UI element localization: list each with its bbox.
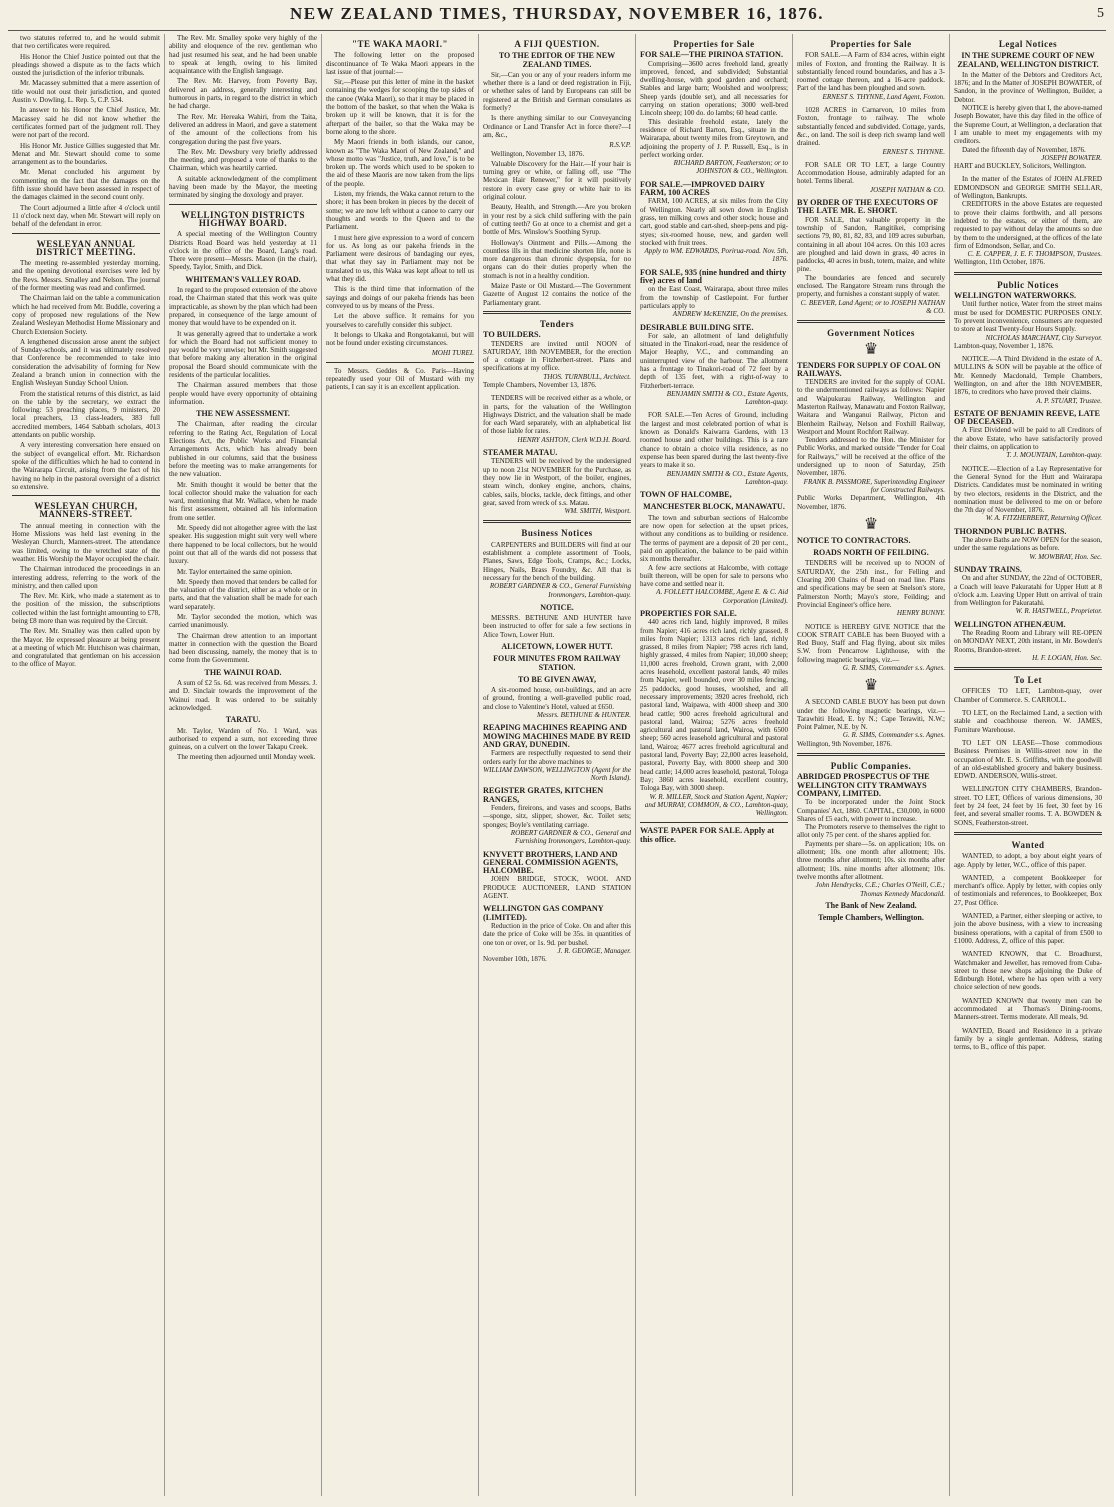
ad-heading: WELLINGTON WATERWORKS. [954,291,1077,301]
paragraph: The meeting then adjourned until Monday week. [177,753,316,762]
columns [8,34,1106,1496]
divider [797,320,945,323]
ad-heading: NOTICE. [540,602,574,612]
section-heading: A FIJI QUESTION. [514,39,600,49]
paragraph: Sir,—Can you or any of your readers inform me whether there is a land or deed registration in Fiji, or whether sales of land by Europeans can still be registered at the British and German consulates as formerly? [483,70,631,113]
property-foxton-farm [797,51,945,101]
divider [954,272,1102,275]
wanted-item [954,852,1102,869]
subheading: THE WAINUI ROAD. [204,667,282,677]
section-heading: Business Notices [521,528,593,539]
divider [640,822,788,823]
ad-heading: ALICETOWN, LOWER HUTT. [501,642,613,651]
divider [12,495,160,496]
ad-body: A six-roomed house, out-buildings, and an acre of ground, fronting a well-gravelled public road, and close to Valentine's Hotel, valued at £650. [483,686,631,711]
paragraph: The Chairman laid on the table a communication which he had received from Mr. Buddle, covering a copy of proposed new regulations of the New Zealand Wesleyan Methodist Home Missionary and Church Extension Society. [12,294,160,336]
ad-signature: BENJAMIN SMITH & CO., Estate Agents, Lambton-quay. [666,469,788,486]
column-7 [950,34,1106,1496]
paragraph: A sum of £2 5s. 6d. was received from Messrs. J. and D. Sinclair towards the improvement of the Wainui road. It was ordered to be suitably acknowledged. [169,679,317,712]
ad-signature: G. R. SIMS, Commander s.s. Agnes. [842,664,945,672]
paragraph: The following letter on the proposed discontinuance of Te Waka Maori appears in the last issue of that journal:— [326,51,474,76]
ad-signature: JOSEPH NATHAN & CO. [869,185,945,194]
paragraph: From the statistical returns of this district, as laid on the table by the secretary, we extract the following: 53 preaching places, 9 ministers, 20 local preachers, 13 class-leaders, 383 full accredited members, 1464 Sabbath scholars, 4013 attendants on public worship. [12,389,160,440]
ad-heading: FOUR MINUTES FROM RAILWAY STATION. [493,654,621,672]
ad-heading: FOR SALE—THE PIRINOA STATION. [640,50,784,60]
ad-body: JOHN BRIDGE, STOCK, WOOL AND PRODUCE AUCTIONEER, LAND STATION AGENT. [483,875,631,901]
property-pirinoa [640,51,788,175]
ad-body: FOR SALE, that valuable property in the township of Sandon, Rangitikei, comprising sections 79, 80, 81, 82, 83, and 109 acres suburban, containing in all about 104 acres. On this 103 acres are ploughed and laid down in grass, 40 acres in paddocks, 40 acres in bush, totem, maize, and white pine. [797,215,945,274]
ad-signature: T. J. MOUNTAIN, Lambton-quay. [1006,451,1102,460]
ad-signature: NICHOLAS MARCHANT, City Surveyor. [985,333,1102,342]
ad-signature: HENRY ASHTON, Clerk W.D.H. Board. [517,435,631,444]
section-heading: Tenders [539,318,575,329]
ad-heading: REGISTER GRATES, KITCHEN RANGES, [483,786,604,804]
paragraph: The Rev. Mr. Hereaka Wahiri, from the Taita, delivered an address in Maori, and gave a statement of the amount of the collections from his congregation during the past five years. [169,112,317,146]
ad-body: TENDERS will be received by the undersigned up to noon 21st NOVEMBER for the Purchase, as they now lie in Westport, of the boiler, engines, steam winch, donkey engine, anchors, chains, cables, sails, blocks, tackle, deck fittings, and other gear, saved from wreck of s.s. Matau. [483,457,631,507]
business-carpenters [483,541,631,599]
ad-place: Lambton-quay, November 1, 1876. [954,341,1054,350]
ad-body: WANTED, a competent Bookkeeper for merchant's office. Apply by letter, with copies only of testimonials and references, to Bookkeeper, Box 27, Post Office. [954,873,1102,907]
gas-company [483,905,631,963]
paragraph: Is there anything similar to our Conveyancing Ordinance or Land Transfer Act in force there?—I am, &c., [483,114,631,139]
ad-body: TO LET, on the Reclaimed Land, a section with stable and coachhouse thereon. W. JAMES, Furniture Warehouse. [954,709,1102,734]
ad-body: The boundaries are fenced and securely enclosed. The Rangatore Stream runs through the property, and furnishes a constant supply of water. [797,273,945,299]
ad-heading: BY ORDER OF THE EXECUTORS OF THE LATE MR. E. SHORT. [797,198,938,216]
tender-steamer [483,449,631,515]
ad-signature: ERNEST S. THYNNE, Land Agent, Foxton. [822,92,945,101]
advertisement: Valuable Discovery for the Hair.—If your hair is turning grey or white, or falling off, use "The Mexican Hair Renewer," for it will positively restore in every case grey or white hair to its original colour. [483,159,631,202]
ad-signature: RICHARD BARTON, Featherston; or to JOHNSTON & CO., Wellington. [673,159,788,176]
divider [12,233,160,234]
property-ten-acres [640,411,788,486]
section-heading: WESLEYAN ANNUAL DISTRICT MEETING. [36,238,136,257]
ad-signature: John Hendrycks, C.E.; Charles O'Neill, C.E.; Thomas Kennedy Macdonald. [815,881,945,898]
ad-heading: TOWN OF HALCOMBE, [640,490,732,500]
ad-signature: THOS. TURNBULL, Architect. [543,372,631,381]
ad-signature: A. P. STUART, Trustee. [1036,396,1102,405]
divider [954,667,1102,670]
ad-signature: G. R. SIMS, Commander s.s. Agnes. [842,731,945,740]
ad-body: The Promoters reserve to themselves the right to allot only 75 per cent. of the shares applied for. [797,823,945,840]
paragraph: In answer to his Honor the Chief Justice, Mr. Macassey said he did not know whether the certificates formed part of the judgment roll. They were not part of the record. [12,106,160,140]
ad-heading: TO BE GIVEN AWAY, [518,674,596,684]
subheading: TARATU. [225,715,261,725]
ad-place: Wellington, 11th October, 1876. [954,258,1046,267]
ad-body: CARPENTERS and BUILDERS will find at our establishment a complete assortment of Tools, Planes, Saws, Edge Tools, Cramps, &c.; Locks, Hinges, Nails, Brass Foundry, &c. All that is necessary for the bench of the building. [483,540,631,582]
advertisement: Beauty, Health, and Strength.—Are you broken in your rest by a sick child suffering with the pain of cutting teeth? Go at once to a chemist and get a bottle of Mrs. Winslow's Soothing Syrup. [483,203,631,237]
ad-heading: SUNDAY TRAINS. [954,564,1022,574]
ad-heading: WASTE PAPER FOR SALE. Apply at this office. [640,826,775,844]
ad-heading: TENDERS FOR SUPPLY OF COAL ON RAILWAYS. [797,360,941,378]
properties-napier [640,610,788,817]
wanted-item [954,1027,1102,1052]
ad-signature: ERNEST S. THYNNE. [882,147,945,156]
ad-signature: BENJAMIN SMITH & CO., Estate Agents, Lambton-quay. [666,389,788,407]
property-halcombe [640,491,788,605]
ad-signature: ANDREW McKENZIE, On the premises. [672,310,788,319]
gov-contractors [797,537,945,618]
ad-body: On and after SUNDAY, the 22nd of OCTOBER, a Coach will leave Pakuratahi for Upper Hutt at 8 o'clock a.m. Leaving Upper Hutt on arrival of train from Wellington for Pakuratahi. [954,574,1102,608]
paragraph: Sir,—Please put this letter of mine in the basket containing the wedges for scooping the top sides of the canoe (Waka Maori), so that it may be placed in the bottom of the basket, so that when the Waka is broken up it will be known, that it is for the afterpart of the bailer, so that the Waka may be borne along to the shore. [326,78,474,136]
signature: MOHI TUREI. [431,349,474,358]
register-grates [483,787,631,845]
paragraph: two statutes referred to, and he would submit that two certificates were required. [12,34,160,51]
paragraph: The Rev. Mr. Dewsbury very briefly addressed the meeting, and proposed a vote of thanks to the Chairman, which was heartily carried. [169,147,317,173]
to-let-item [954,739,1102,780]
royal-crest-icon: ♛ [863,515,879,533]
ad-heading: THORNDON PUBLIC BATHS. [954,526,1067,536]
ad-heading: FOR SALE.—IMPROVED DAIRY FARM, 100 ACRES [640,179,765,198]
notice-alicetown [483,604,631,720]
company-tramways [797,773,945,922]
page-number: 5 [1097,6,1104,21]
advertisement: Holloway's Ointment and Pills.—Among the countless ills in that medicine shorten life, none is more dangerous than chronic dyspepsia, for no organs can do their duties properly when the stomach is not in a healthy condition. [483,238,631,280]
paragraph: The Chairman, after reading the circular referring to the Rating Act, Regulation of Local Elections Act, the Public Works and Financial Arrangements Acts, which has already been published in our columns, said that the business before the meeting was to make arrangements for the new valuation. [169,420,317,479]
paragraph: The Chairman introduced the proceedings in an interesting address, referring to the work of the ministry, and then called upon [12,565,160,590]
paragraph: Mr. Taylor, Warden of No. 1 Ward, was authorised to expend a sum, not exceeding three guineas, on a culvert on the lower Takapu Creek. [169,726,317,752]
ad-body: NOTICE is hereby given that I, the above-named Joseph Bowater, have this day filed in the office of the Supreme Court, at Wellington, a declaration that I am unable to meet my engagements with my creditors. [954,104,1102,146]
notice-election [954,465,1102,523]
ad-body: WANTED, a Partner, either sleeping or active, to join the above business, with a view to increasing business operations, with a capital of from £500 to £1000. Address, Z, office of this paper. [954,912,1102,945]
royal-crest-icon: ♛ [863,340,879,358]
paragraph: His Honor Mr. Justice Gillies suggested that Mr. Menat and Mr. Stewart should come to some arrangement as to the boundaries. [12,141,160,167]
paragraph: Mr. Speedy did not altogether agree with the last speaker. His suggestion might suit very well where there happened to be local collectors, but he would point out that all of the wards did not possess that luxury. [169,524,317,566]
paragraph: The Rev. Mr. Smalley spoke very highly of the ability and eloquence of the rev. gentleman who had just resumed his seat, and he had been unable to speak at length, owing to his limited acquaintance with the English language. [169,34,317,76]
ad-body: Farmers are respectfully requested to send their orders early for the above machines to [483,749,631,766]
paragraph: The Rev. Mr. Smalley was then called upon by the Mayor. He expressed pleasure at being present at a meeting of which Mr. Hutchison was chairman, and congratulated that gentleman on his accession to the office of Mayor. [12,627,160,669]
paragraph: The Chairman assured members that those people would have every opportunity of obtaining information. [169,381,317,406]
ad-heading: STEAMER MATAU. [483,448,558,458]
paragraph: This is the third time that information of the sayings and doings of our pakeha friends has been conveyed to us by means of the Press. [326,285,474,310]
royal-crest-icon: ♛ [863,677,879,695]
ad-body: Reduction in the price of Coke. On and after this date the price of Coke will be 35s. in quantities of one ton or over, or 1s. 9d. per bushel. [483,921,631,947]
ad-signature: C. E. CAPPER, J. E. F. THOMPSON, Trustees. [967,250,1102,259]
divider [797,753,945,756]
paragraph: The annual meeting in connection with the Home Missions was held last evening in the Wesleyan Church, Manners-street. The attendance was limited, owing to the wretched state of the weather. His Worship the Mayor occupied the chair. [12,521,160,563]
property-accommodation-house [797,161,945,194]
ad-body: WELLINGTON CITY CHAMBERS, Brandon-street. TO LET, Offices of various dimensions, 30 feet by 24 feet, 24 feet by 16 feet, 30 feet by 16 feet, and several smaller rooms. T. A. BOWDEN & SONS, Featherston-street. [954,785,1102,827]
wanted-item [954,950,1102,991]
ad-body: In the Matter of the Debtors and Creditors Act, 1876; and In the Matter of JOSEPH BOWATER, of Sandon, in the province of Wellington, Builder, a Debtor. [954,70,1102,104]
ad-signature: W. A. FITZHERBERT, Returning Officer. [985,514,1102,523]
ad-body: Fenders, fireirons, and vases and scoops, Baths—sponge, sitz, slipper, shower, &c. Toilet sets; sponges; Boyle's ventilating carriage. [483,804,631,829]
masthead [8,4,1106,31]
ad-heading: WELLINGTON GAS COMPANY (LIMITED). [483,904,604,922]
tender-valuation [483,394,631,444]
ad-subheading: ROADS NORTH OF FEILDING. [813,548,929,558]
ad-body: Comprising—3600 acres freehold land, greatly improved, fenced, and subdivided; Substantial dwelling-house, with good garden and orchard; Stables and large barn; Woolshed and woolpress; Sheep yards (double set), and all necessaries for carrying on station operations; 3000 well-bred Lincoln sheep; 100 do. do lambs; 60 head cattle. [640,59,788,118]
ad-body: FOR SALE.—A Farm of 834 acres, within eight miles of Foxton, and fronting the Railway. It is substantially fenced round boundaries, and has a 3-roomed cottage thereon, and a 16-acre paddock. Part of the land has been ploughed and sown. [797,51,945,93]
paragraph: It was generally agreed that to undertake a work for which the Board had not sufficient money to pay would be very unwise; but Mr. Smith suggested that before making any alteration in the original proposal the Board should communicate with the residents of the particular localities. [169,329,317,379]
paragraph: Mr. Taylor seconded the motion, which was carried unanimously. [169,613,317,630]
divider [954,832,1102,835]
paragraph: A very interesting conversation here ensued on the subject of evangelical effort. Mr. Richardson spoke of the difficulties which he had to contend in the Wairarapa Circuit, arising from the fact of his having no help in the pastoral oversight of a district so extensive. [12,441,160,491]
divider [169,204,317,205]
ad-body: A few acre sections at Halcombe, with cottage built thereon, will be open for sale to persons who have come and settled near it. [640,563,788,589]
wanted-item [954,997,1102,1022]
legal-bowater [954,52,1102,170]
ad-place: Temple Chambers, November 13, 1876. [483,380,597,389]
ad-heading: REAPING MACHINES REAPING AND MOWING MACHINES MADE BY REID AND GRAY, DUNEDIN. [483,723,631,749]
to-let-item [954,687,1102,704]
ad-body: TO LET ON LEASE—Those commodious Business Premises in Willis-street now in the occupation of Mr. E. S. Griffiths, with the goodwill of an old-established grocery and bakery business. EDWD. ANDERSON, Willis-street. [954,738,1102,781]
notice-sunday-trains [954,566,1102,616]
newspaper-page [8,4,1106,1499]
paragraph: Mr. Menat concluded his argument by commenting on the fact that the damages on the fifth issue should have been assessed in respect of the damages claimed in the second count only. [12,168,160,202]
ad-body: TENDERS are invited until NOON of SATURDAY, 18th NOVEMBER, for the erection of a cottage in Fitzherbert-street. Plans and specifications at my office. [483,339,631,373]
ad-heading: NOTICE TO CONTRACTORS. [797,535,911,545]
section-heading: Public Companies. [830,761,912,772]
ad-heading: TO BUILDERS. [483,330,541,340]
ad-signature: W. MOWBRAY, Hon. Sec. [1029,552,1102,561]
property-dairy-farm [640,181,788,264]
to-let-item [954,785,1102,826]
ad-bankers: The Bank of New Zealand. [825,900,917,910]
paragraph: A lengthened discussion arose anent the subject of Sunday-schools, and it was ultimately resolved that Conference be recommended to take into consideration the advisability of forming for New Zealand a branch union in connection with the English Wesleyan Sunday School Union. [12,337,160,388]
ad-body: OFFICES TO LET, Lambton-quay, over Chamber of Commerce. S. CARROLL. [954,687,1102,704]
legal-edmondson [954,175,1102,266]
ad-body: WANTED KNOWN that twenty men can be accommodated at Thomas's Dining-rooms, Manners-street. Terms moderate. All meals, 9d. [954,996,1102,1022]
ad-offices: Temple Chambers, Wellington. [818,913,924,923]
property-building-site [640,324,788,407]
property-1028-acres [797,106,945,156]
ad-heading: IN THE SUPREME COURT OF NEW ZEALAND, WELLINGTON DISTRICT. [957,51,1099,69]
notice-mullins [954,355,1102,405]
ad-body: WANTED KNOWN, that C. Broadhurst, Watchmaker and Jeweller, has removed from Cuba-street to those new shops adjoining the Duke of Edinburgh Hotel, where he has open with a very choice selection of new goods. [954,950,1102,992]
ad-body: The Reading Room and Library will RE-OPEN on MONDAY NEXT, 20th instant, in Mr. Bowden's Rooms, Brandon-street. [954,629,1102,654]
section-heading: Properties for Sale [830,39,912,49]
divider [483,520,631,523]
ad-body: A SECOND CABLE BUOY has been put down under the following magnetic bearings, viz.—Tarawhiti Head, E. by N.; Cape Terawiti, N.W.; Point Palmer, N.E. by N. [797,698,945,732]
paragraph: The meeting re-assembled yesterday morning, and the opening devotional exercises were led by the Revs. Messrs. Smalley and Nelson. The journal of the former meeting was read and confirmed. [12,259,160,293]
ad-heading: WELLINGTON ATHENÆUM. [954,619,1066,629]
ad-heading: KNYVETT BROTHERS, LAND AND GENERAL COMMISSION AGENTS, HALCOMBE. [483,849,618,876]
column-2 [165,34,322,1496]
ad-body: In the matter of the Estates of JOHN ALFRED EDMONDSON and GEORGE SMITH SELLAR, of Wellington, Bankrupts. [954,175,1102,201]
section-heading: Properties for Sale [673,39,755,49]
ad-signature: ROBERT GARDNER & CO., General and Furnishing Ironmongers, Lambton-quay. [510,828,631,846]
ad-body: FOR SALE.—Ten Acres of Ground, including the largest and most celebrated portion of what is known as Donald's Kaiwarra Gardens, with 13 roomed house and other buildings. This is a rare chance to obtain a choice villa residence, as no expense has been spared during the last twenty-five years to make it so. [640,411,788,470]
ad-signature: Apply to WM. EDWARDS, Porirua-road. Nov. 5th, 1876. [644,247,788,264]
paragraph: A special meeting of the Wellington Country Districts Road Board was held yesterday at 11 o'clock in the office of the Board, Lang's road. There were present—Messrs. Mason (in the chair), Speedy, Taylor, Smith, and Dick. [169,230,317,272]
paragraph: The Rev. Mr. Kirk, who made a statement as to the position of the mission, the subscriptions collected within the last fortnight amounting to £78, being £8 more than was required by the Circuit. [12,592,160,625]
ad-signature: W. R. HASTWELL, Proprietor. [1015,607,1102,616]
tender-builders [483,331,631,389]
subheading: WHITEMAN'S VALLEY ROAD. [185,274,301,284]
wanted-item [954,912,1102,945]
ad-signature: WM. SMITH, Westport. [564,507,631,516]
property-short-estate [797,199,945,315]
ad-signature: J. R. GEORGE, Manager. [557,946,631,955]
ad-body: NOTICE.—Election of a Lay Representative for the General Synod for the Hutt and Wairarapa Districts. Candidates must be nominated in writing by two electors, residents in the District, and the nomination must be delivered to me on or before the 7th day of November, 1876. [954,464,1102,515]
signature: R.S.V.P. [609,141,631,150]
ad-body: TENDERS will be received up to NOON of SATURDAY, the 25th inst., for Felling and Clearing 200 Chains of Road on road line. Plans and specifications may be seen at Snelson's store, Palmerston North; Mayo's store, Feilding; and Provincial Engineer's office here. [797,559,945,609]
paragraph: Mr. Speedy then moved that tenders be called for the valuation of the district, either as a whole or in parts, and that the valuation shall be made for each ward separately. [169,577,317,611]
ad-body: CREDITORS in the above Estates are requested to prove their claims forthwith, and all persons indebted to the estates, or either of them, are requested to pay without delay the amounts so due by them to the undersigned, at the offices of the late firm of Edmondson, Sellar, and Co. [954,200,1102,250]
property-935-acres [640,269,788,319]
section-heading: Public Notices [997,279,1059,290]
ad-body: NOTICE.—A Third Dividend in the estate of A. MULLINS & SON will be payable at the office of Mr. Kennedy Macdonald, Temple Chambers, Wellington, on and after the 18th NOVEMBER, 1876, to creditors who have proved their claims. [954,355,1102,397]
paragraph: I must here give expression to a word of concern for us. As long as our pakeha friends in the Parliament were desirous of bandaging our eyes, that what they say in Parliament may not be translated to us, this Waka was kept afloat to tell us what they did. [326,233,474,284]
ad-body: MESSRS. BETHUNE AND HUNTER have been instructed to offer for sale a few sections in Alice Town, Lower Hutt. [483,614,631,639]
ad-body: TENDERS will be received either as a whole, or in parts, for the valuation of the Wellington Highways District, and the valuation shall be made for each Ward separately, with an alphabetical list of those liable for rates. [483,394,631,436]
ad-signature: FRANK B. PASSMORE, Superintending Engineer for Constructed Railways. [803,477,945,494]
paragraph: In regard to the proposed extension of the above road, the Chairman stated that this work was quite impracticable, as shown by the plan which had been prepared, in consequence of the large amount of money that would have to be expended on it. [169,286,317,328]
ad-subheading: MANCHESTER BLOCK, MANAWATU. [643,502,785,512]
ad-place: Wellington, 9th November, 1876. [797,739,892,748]
ad-body: WANTED, to adopt, a boy about eight years of age. Apply by letter, W.C., office of this paper. [954,852,1102,869]
masthead-title: NEW ZEALAND TIMES, THURSDAY, NOVEMBER 16, 1876. [289,4,824,23]
ad-body: FARM, 100 ACRES, at six miles from the City of Wellington. Nearly all sown down in English grass, ten milking cows and other stock; house and cart, good stable and cart-shed, sheep-pens and pig-styes; six-roomed house, new, and garden well stocked with fruit trees. [640,197,788,247]
ad-place: November 10th, 1876. [483,955,547,964]
column-3 [322,34,479,1496]
ad-body: 1028 ACRES in Carnarvon, 10 miles from Foxton, frontage to railway. The whole substantially fenced and subdivided. Cottage, yards, &c., on land. The soil is deep rich swamp land well drained. [797,106,945,148]
ad-body: WANTED, Board and Residence in a private family by a single gentleman. Address, stating terms, to B., office of this paper. [954,1026,1102,1052]
divider [326,362,474,363]
paragraph: Mr. Smith thought it would be better that the local collector should make the valuation for each ward, mentioning that Mr. Wallace, when he made his first assessment, obtained all his information from one settler. [169,480,317,522]
ad-heading: PROPERTIES FOR SALE. [640,609,737,618]
subheading: TO THE EDITOR OF THE NEW ZEALAND TIMES. [498,51,616,69]
paragraph: A suitable acknowledgment of the compliment having been made by the Mayor, the meeting terminated by singing the doxology and prayer. [169,174,317,200]
divider [483,311,631,314]
paragraph: Mr. Taylor entertained the same opinion. [177,567,293,576]
ad-body: on the East Coast, Wairarapa, about three miles from the township of Castlepoint. For further particulars apply to [640,285,788,310]
paragraph: To Messrs. Geddes & Co. Paris—Having repeatedly used your Oil of Mustard with my patients, I can say it is an excellent application. [326,366,474,392]
ad-signature: W. R. MILLER, Stock and Station Agent, Napier; and MURRAY, COMMON, & CO., Lambton-quay, Wellington. [644,792,788,818]
ad-signature: JOSEPH BOWATER. [1041,153,1102,162]
paragraph: Listen, my friends, the Waka cannot return to the shore; it has been broken in pieces by the deceit of some; we are now left without a canoe to carry our thoughts and words to the Queen and to the Parliament. [326,190,474,232]
paragraph: The Court adjourned a little after 4 o'clock until 11 o'clock next day, when Mr. Stewart will reply on behalf of the defendant in error. [12,203,160,229]
knyvett-brothers [483,851,631,901]
ad-body: The town and suburban sections of Halcombe are now open for selection at the upset prices, without any conditions as to building or residence. The terms of payment are a deposit of 20 per cent., paid on application, the balance to be paid within six months thereafter. [640,513,788,564]
subheading: THE NEW ASSESSMENT. [196,409,290,419]
ad-body: Dated the fifteenth day of November, 1876. [962,145,1086,154]
notice-baths [954,528,1102,561]
section-heading: WESLEYAN CHURCH, MANNERS-STREET. [34,501,138,520]
section-heading: Legal Notices [998,39,1058,49]
reaping-machines [483,724,631,782]
ad-body: This desirable freehold estate, lately the residence of Richard Barton, Esq., situate in the Wairarapa, about twenty miles from Greytown, and adjoining the property of J. P. Russell, Esq., is in perfect working order. [640,117,788,159]
column-4 [479,34,636,1496]
waste-paper [640,827,788,844]
paragraph: The Rev. Mr. Harvey, from Poverty Bay, delivered an address, generally interesting and humorous in parts, in regard to the district in which he had charge. [169,77,317,111]
ad-body: Until further notice, Water from the street mains must be used for DOMESTIC PURPOSES ONLY. To prevent inconvenience, consumers are requested to store at least Twenty-four Hours Supply. [954,300,1102,334]
ad-signature: H. F. LOGAN, Hon. Sec. [1032,653,1102,662]
ad-heading: DESIRABLE BUILDING SITE. [640,322,754,332]
ad-body: Payments per share—5s. on application; 10s. on allotment; 10s. one month after allotment; 10s. three months after allotment; 10s. six months after allotment; 10s. nine months after allotment; 10s. twelve months after allotment. [797,839,945,881]
gov-cable-notice [797,623,945,673]
notice-athenaeum [954,621,1102,662]
section-heading: WELLINGTON DISTRICTS HIGHWAY BOARD. [180,209,306,228]
column-1 [8,34,165,1496]
column-5 [636,34,793,1496]
column-6 [793,34,950,1496]
ad-body: For sale, an allotment of land delightfully situated in the Tinakori-road, near the residence of Major Heaphy, V.C., and commanding an uninterrupted view of the harbour. The allotment has a frontage to Tinakori-road of 72 feet by a depth of 135 feet, with a right-of-way to Fitzherbert-terrace. [640,331,788,390]
notice-waterworks [954,292,1102,350]
ad-body: Tenders addressed to the Hon. the Minister for Public Works, and marked outside "Tender for Coal for Railways," will be received at the office of the undersigned up to noon of Saturday, 25th November, 1876. [797,436,945,478]
ad-heading: FOR SALE, 935 (nine hundred and thirty five) acres of land [640,267,787,286]
dateline: Wellington, November 13, 1876. [491,149,585,158]
paragraph: Let the above suffice. It remains for you yourselves to carefully consider this subject. [326,312,474,329]
ad-body: TENDERS are invited for the supply of COAL to the undermentioned railways as follows: Napier and Waipukurau Railway, Wellington and Masterton Railway, Manawatu and Foxton Railway, Waitara and Wanganui Railway, Picton and Blenheim Railway, Nelson and Foxhill Railway, Westport and Mount Rochfort Railway. [797,378,945,436]
section-heading: To Let [1014,675,1042,686]
paragraph: Mr. Macassey submitted that a mere assertion of title would not oust their jurisdiction, and quoted Austin v. Dowling, L. Rep. 5, C.P. 534. [12,79,160,105]
paragraph: My Maori friends in both islands, our canoe, known as "The Waka Maori of New Zealand," and whose motto was "Justice, truth, and love," is to be broken up. The words which used to be spoken to the aid of these Maoris are now taken from the lips of the people. [326,138,474,188]
ad-signature: A. FOLLETT HALCOMBE, Agent E. & C. Aid Corporation (Limited). [656,588,788,605]
ad-body: 440 acres rich land, highly improved, 8 miles from Napier; 416 acres rich land, richly grassed, 8 miles from Napier; 1313 acres rich land, richly grassed, 8 miles from Napier; 798 acres rich land, highly grassed, 4 miles from Napier; 10,000 sheep; 11,000 acres freehold, Crown grant, with 2,000 acres leasehold, excellent pastoral lands, 40 miles from Napier, well bounded, over 30 miles fencing, 25 paddocks, good houses, woolshed, and all necessary improvements; 3920 acres freehold, rich pastoral land, Waipawa, with 4000 sheep and 300 head cattle; 900 acres freehold agricultural and pastoral land, Wairoa; 5276 acres freehold agricultural and pastoral land, Wairoa, with 6500 sheep; 560 acres leasehold agricultural and pastoral land, Wairoa; 4677 acres freehold agricultural and pastoral land, Poverty Bay; 22,000 acres leasehold, pastoral, Poverty Bay, with 8000 sheep and 300 head cattle; 14,000 acres leasehold, pastoral, Tologa Bay; 3860 acres leasehold, excellent country, Tologa Bay, with 3000 sheep. [640,618,788,793]
ad-body: To be incorporated under the Joint Stock Companies' Act, 1860. CAPITAL, £30,000, in 6000 Shares of £5 each, with power to increase. [797,798,945,823]
ad-body: NOTICE is HEREBY GIVE NOTICE that the COOK STRAIT CABLE has been Buoyed with a Red Buoy, Staff and Flag flying, about six miles S.W. from Pencarrow Lighthouse, with the following magnetic bearings, viz.— [797,622,945,664]
paragraph: The Chairman drew attention to an important matter in connection with the question the Board had been discussing, namely, the money that is to come from the Government. [169,631,317,665]
paragraph: His Honor the Chief Justice pointed out that the pleadings showed a dispute as to the facts which ousted the jurisdiction of the inferior tribunals. [12,52,160,78]
gov-cable-buoy [797,698,945,748]
notice-reeve [954,410,1102,460]
wanted-item [954,874,1102,907]
ad-place: Public Works Department, Wellington, 4th November, 1876. [797,494,945,511]
ad-signature: WILLIAM DAWSON, WELLINGTON (Agent for the North Island). [483,765,631,783]
gov-coal-tender [797,362,945,511]
ad-body: FOR SALE OR TO LET, a large Country Accommodation House, admirably adapted for an hotel. Terms liberal. [797,160,945,186]
ad-signature: Messrs. BETHUNE & HUNTER. [537,711,631,720]
section-heading: Government Notices [827,328,915,339]
ad-body: A First Dividend will be paid to all Creditors of the above Estate, who have satisfactorily proved their claims, on application to [954,426,1102,452]
ad-heading: ESTATE OF BENJAMIN REEVE, LATE OF DECEASED. [954,408,1100,427]
ad-signature: HENRY BUNNY. [896,609,945,618]
ad-solicitor: HART and BUCKLEY, Solicitors, Wellington. [954,162,1087,171]
section-heading: Wanted [1011,839,1045,850]
section-heading: "TE WAKA MAORI." [351,39,449,49]
ad-heading: ABRIDGED PROSPECTUS OF THE WELLINGTON CITY TRAMWAYS COMPANY, LIMITED. [797,772,930,798]
advertisement: Maize Paste or Oil Mustard.—The Government Gazette of August 12 contains the notice of the Parliamentary grant. [483,282,631,307]
ad-signature: C. BEEVER, Land Agent; or to JOSEPH NATHAN & CO. [800,298,945,315]
to-let-item [954,709,1102,734]
paragraph: It belongs to Ukaka and Rongotakanui, but will not be found under existing circumstances. [326,330,474,348]
ad-body: The above Baths are NOW OPEN for the season, under the same regulations as before. [954,536,1102,553]
ad-signature: ROBERT GARDNER & CO., General Furnishing Ironmongers, Lambton-quay. [489,582,631,599]
